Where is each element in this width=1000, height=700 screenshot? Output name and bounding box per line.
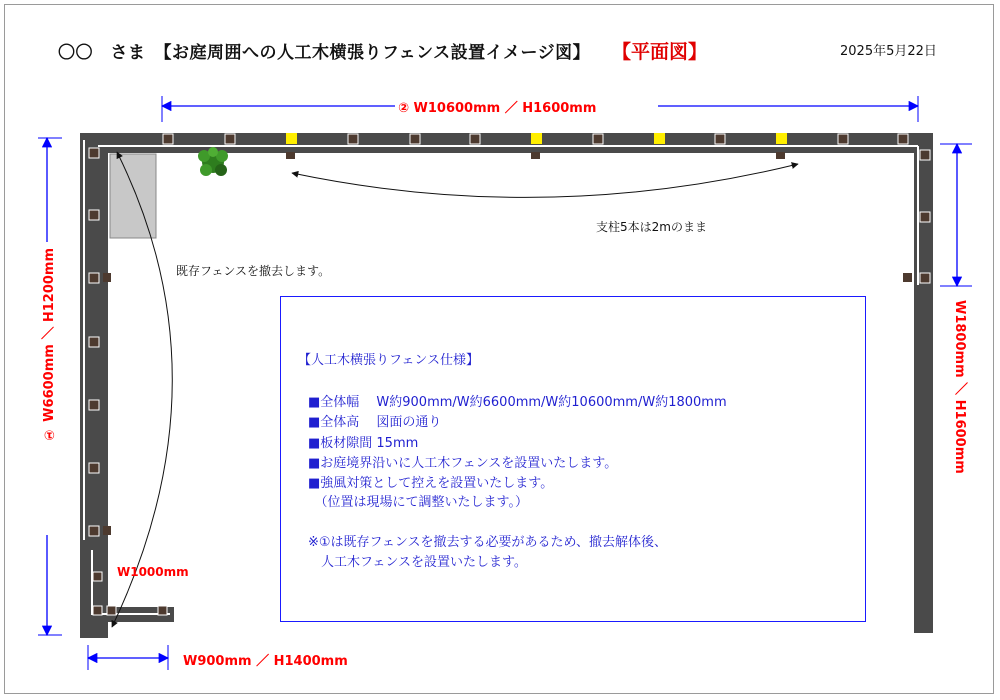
storage-shed <box>110 154 156 238</box>
spec-item: ■お庭境界沿いに人工木フェンスを設置いたします。 <box>308 456 618 471</box>
post <box>470 134 480 144</box>
posts-note: 支柱5本は2mのまま <box>596 220 707 234</box>
brace-post <box>531 152 540 159</box>
left-dimension-label: ① W6600mm ／ H1200mm <box>42 248 57 442</box>
plant-icon <box>198 147 228 176</box>
post <box>107 606 116 615</box>
post <box>920 273 930 283</box>
post <box>410 134 420 144</box>
post <box>715 134 725 144</box>
brace-post <box>776 152 785 159</box>
post <box>898 134 908 144</box>
spec-item: ■強風対策として控えを設置いたします。 <box>308 476 554 491</box>
view-label: 【平面図】 <box>612 41 708 63</box>
post-2m <box>654 133 665 144</box>
post <box>920 212 930 222</box>
brace-post <box>903 273 912 282</box>
posts-span-arrow <box>292 164 798 197</box>
post <box>158 606 167 615</box>
post <box>838 134 848 144</box>
brace-post <box>103 273 111 282</box>
top-dimension-label: ② W10600mm ／ H1600mm <box>398 101 597 116</box>
post <box>89 337 99 347</box>
post <box>93 606 102 615</box>
spec-item: ■全体高 図面の通り <box>308 415 442 430</box>
post-2m <box>286 133 297 144</box>
page-title: 〇〇 さま 【お庭周囲への人工木横張りフェンス設置イメージ図】 <box>58 43 591 63</box>
post <box>593 134 603 144</box>
fence-top <box>80 133 933 153</box>
spec-item: ■全体幅 W約900mm/W約6600mm/W約10600mm/W約1800mm <box>308 395 727 410</box>
right-dimension-label: W1800mm ／ H1600mm <box>952 300 967 474</box>
brace-post <box>286 152 295 159</box>
post <box>89 148 99 158</box>
post <box>920 150 930 160</box>
remove-note: 既存フェンスを撤去します。 <box>176 264 331 278</box>
post <box>225 134 235 144</box>
small-dimension-label: W1000mm <box>117 565 189 579</box>
fence-right <box>914 133 933 633</box>
post <box>93 572 102 581</box>
post <box>89 210 99 220</box>
post <box>348 134 358 144</box>
post <box>89 463 99 473</box>
spec-footnote: 人工木フェンスを設置いたします。 <box>308 555 527 570</box>
spec-heading: 【人工木横張りフェンス仕様】 <box>298 353 479 368</box>
post <box>89 273 99 283</box>
post <box>163 134 173 144</box>
post-2m <box>776 133 787 144</box>
post <box>89 400 99 410</box>
bottom-dimension-label: W900mm ／ H1400mm <box>183 654 348 669</box>
post <box>89 526 99 536</box>
spec-footnote: ※①は既存フェンスを撤去する必要があるため、撤去解体後、 <box>308 535 667 550</box>
spec-item: ■板材隙間 15mm <box>308 436 419 451</box>
date-label: 2025年5月22日 <box>840 44 937 59</box>
brace-post <box>103 526 111 535</box>
spec-item: （位置は現場にて調整いたします。） <box>308 495 528 510</box>
post-2m <box>531 133 542 144</box>
